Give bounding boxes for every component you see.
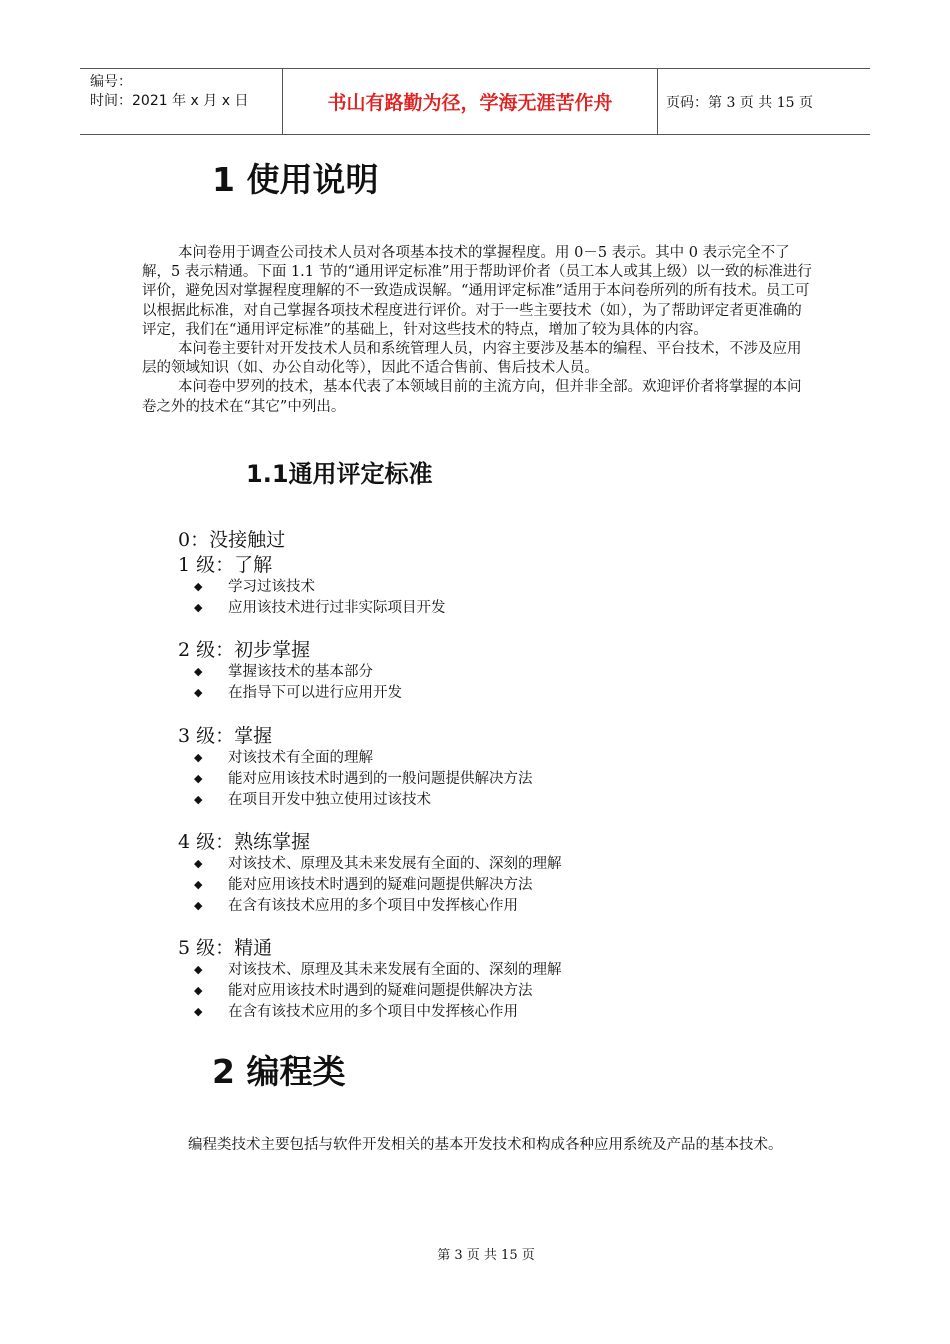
section-1-body	[142, 244, 812, 417]
diamond-bullet-icon: ◆	[194, 983, 203, 997]
level-5-title: 5 级：精通	[178, 937, 273, 959]
page-footer: 第 3 页 共 15 页	[437, 1248, 535, 1263]
list-item: ◆ 能对应用该技术时遇到的疑难问题提供解决方法	[194, 981, 562, 1002]
level-3-list	[194, 748, 533, 810]
list-item: ◆ 在项目开发中独立使用过该技术	[194, 790, 533, 811]
section-1-heading: 1 使用说明	[212, 160, 379, 199]
list-item: ◆ 在含有该技术应用的多个项目中发挥核心作用	[194, 896, 562, 917]
level-1-list	[194, 577, 446, 619]
header-page-number: 页码：第 3 页 共 15 页	[666, 94, 813, 111]
list-item: ◆ 对该技术有全面的理解	[194, 748, 533, 769]
diamond-bullet-icon: ◆	[194, 792, 203, 806]
list-item: ◆ 在指导下可以进行应用开发	[194, 683, 402, 704]
diamond-bullet-icon: ◆	[194, 751, 203, 764]
page-header	[80, 68, 870, 135]
document-time: 时间：2021 年 x 月 x 日	[90, 93, 249, 109]
list-item: ◆ 能对应用该技术时遇到的疑难问题提供解决方法	[194, 875, 562, 896]
diamond-bullet-icon: ◆	[194, 898, 203, 912]
level-2-list	[194, 662, 402, 704]
list-item: ◆ 在含有该技术应用的多个项目中发挥核心作用	[194, 1002, 562, 1023]
paragraph: 本问卷中罗列的技术，基本代表了本领域目前的主流方向，但并非全部。欢迎评价者将掌握的本问卷之外的技术在“其它”中列出。	[142, 379, 802, 415]
level-1-title: 1 级：了解	[178, 554, 273, 576]
document-number: 编号：	[90, 74, 132, 90]
section-1-1-heading: 1.1通用评定标准	[246, 460, 433, 488]
level-4-title: 4 级：熟练掌握	[178, 831, 311, 853]
list-item: ◆ 应用该技术进行过非实际项目开发	[194, 598, 446, 619]
paragraph: 本问卷用于调查公司技术人员对各项基本技术的掌握程度。用 0－5 表示。其中 0 表示完全不了解，5 表示精通。下面 1.1 节的“通用评定标准”用于帮助评价者（员工本人或其上级）以一致的标准进行评价，避免因对掌握程度理解的不一致造成误解。“通用评定标准”适用于本问卷所列的所有技术。员工可以根据此标准，对自己掌握各项技术程度进行评价。对于一些主要技术（如），为了帮助评定者更准确的评定，我们在“通用评定标准”的基础上，针对这些技术的特点，增加了较为具体的内容。	[142, 245, 812, 338]
level-4-list	[194, 854, 562, 916]
list-item: ◆ 掌握该技术的基本部分	[194, 662, 402, 683]
diamond-bullet-icon: ◆	[194, 600, 203, 614]
diamond-bullet-icon: ◆	[194, 1004, 203, 1018]
level-5-list	[194, 960, 562, 1022]
section-2-body	[142, 1136, 814, 1155]
paragraph: 本问卷主要针对开发技术人员和系统管理人员，内容主要涉及基本的编程、平台技术，不涉及应用层的领域知识（如、办公自动化等），因此不适合售前、售后技术人员。	[142, 341, 802, 377]
diamond-bullet-icon: ◆	[194, 857, 203, 870]
list-item: ◆ 对该技术、原理及其未来发展有全面的、深刻的理解	[194, 960, 562, 981]
header-motto: 书山有路勤为径，学海无涯苦作舟	[282, 69, 658, 134]
diamond-bullet-icon: ◆	[194, 877, 203, 891]
diamond-bullet-icon: ◆	[194, 771, 203, 785]
list-item: ◆ 能对应用该技术时遇到的一般问题提供解决方法	[194, 769, 533, 790]
paragraph: 编程类技术主要包括与软件开发相关的基本开发技术和构成各种应用系统及产品的基本技术。	[188, 1137, 783, 1153]
list-item: ◆ 学习过该技术	[194, 577, 446, 598]
diamond-bullet-icon: ◆	[194, 665, 203, 678]
diamond-bullet-icon: ◆	[194, 963, 203, 976]
list-item: ◆ 对该技术、原理及其未来发展有全面的、深刻的理解	[194, 854, 562, 875]
diamond-bullet-icon: ◆	[194, 685, 203, 699]
level-2-title: 2 级：初步掌握	[178, 639, 311, 661]
header-info-cell	[80, 69, 282, 134]
section-2-heading: 2 编程类	[212, 1052, 346, 1091]
level-0-title: 0：没接触过	[178, 529, 286, 551]
level-3-title: 3 级：掌握	[178, 725, 273, 747]
diamond-bullet-icon: ◆	[194, 580, 203, 593]
